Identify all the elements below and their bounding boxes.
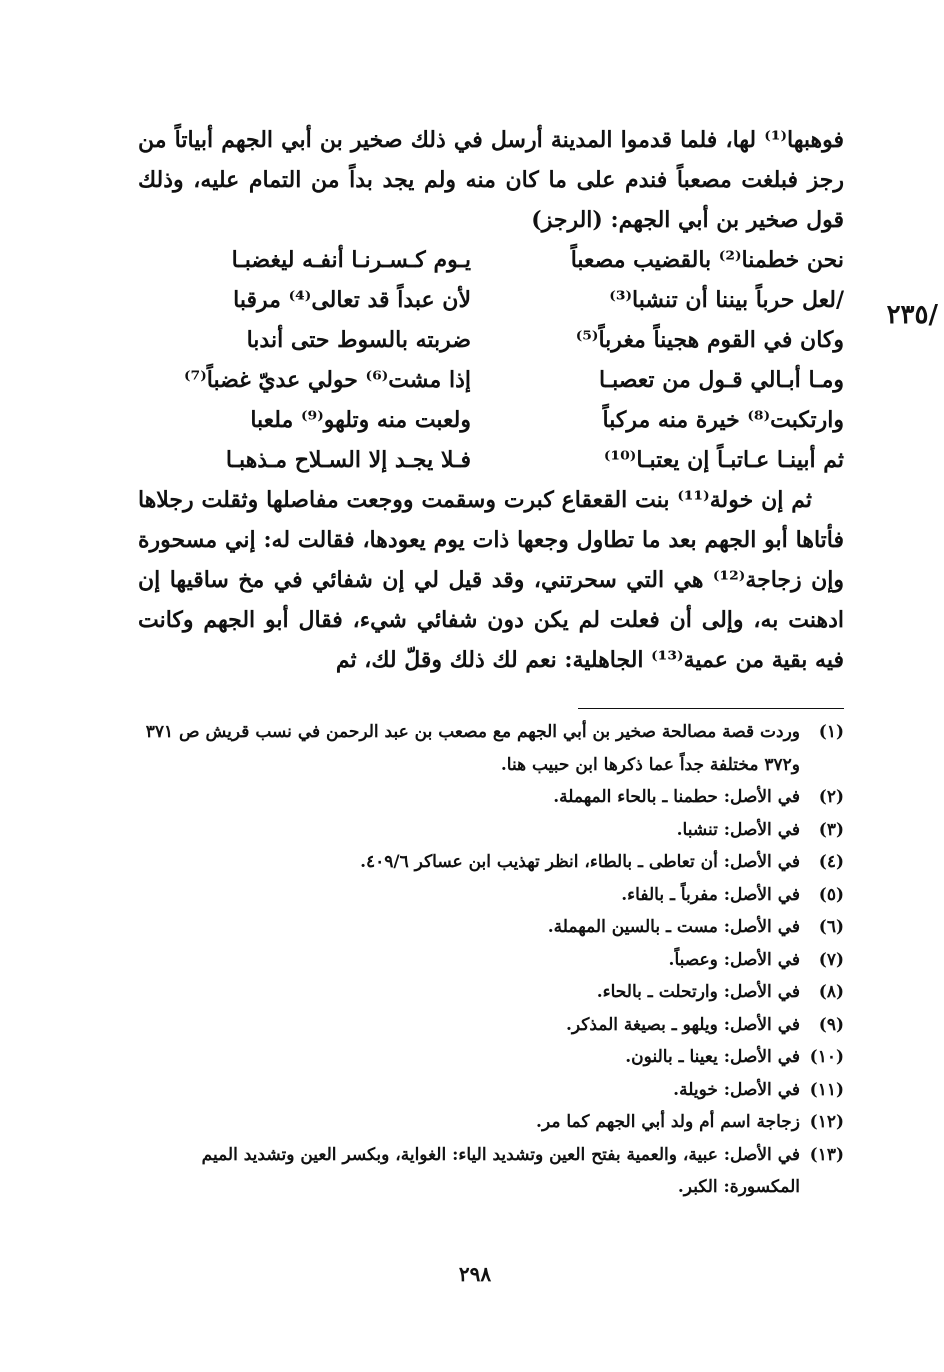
footnote-number: (١٠) [809, 1047, 844, 1067]
footnote-number: (١) [818, 722, 844, 742]
footnote-text: في الأصل: تنشبا. [676, 819, 800, 840]
footnote-number: (٦) [818, 917, 844, 937]
prose-paragraph-top: فوهبها⁽¹⁾ لها، فلما قدموا المدينة أرسل في ذلك صخير بن أبي الجهم أبياتاً من رجز فبلغت مصعباً فندم على ما كان منه ولم يجد بداً من التمام عليه، وذلك قول صخير بن أبي الجهم: (الرجز) [138, 127, 844, 233]
verse-first-hemistich: وكان في القوم هجيناً مغرباً⁽⁵⁾ [575, 327, 844, 353]
verse-second-hemistich: إذا مشت⁽⁶⁾ حولي عديّ غضباً⁽⁷⁾ [183, 367, 471, 393]
footnote-number: (٥) [818, 884, 844, 905]
footnote-number: (٨) [818, 982, 844, 1002]
footnote-text: في الأصل: ويلهو ـ بصيغة المذكر. [565, 1014, 800, 1035]
footnote [138, 846, 844, 879]
verse-first-hemistich: ومـا أبـالي قـول من تعصبـا [598, 367, 844, 393]
verse-row [138, 400, 844, 440]
footnote [138, 716, 844, 781]
verse-second-hemistich: لأن عبداً قد تعالى⁽⁴⁾ مرقبا [233, 287, 471, 313]
footnote-text: في الأصل: مست ـ بالسين المهملة. [547, 917, 800, 937]
footnote [138, 1139, 844, 1204]
verse-row [138, 280, 844, 320]
margin-page-reference: /٢٣٥ [886, 300, 938, 330]
footnote [138, 879, 844, 912]
verse-row [138, 360, 844, 400]
page-number: ٢٩٨ [458, 1262, 492, 1286]
footnote-text: في الأصل: حطمنا ـ بالحاء المهملة. [553, 787, 800, 807]
verse-row [138, 320, 844, 360]
footnote-text: في الأصل: أن تعاطى ـ بالطاء، انظر تهذيب ابن عساكر ٤٠٩/٦. [360, 852, 800, 872]
footnote-number: (١٢) [809, 1112, 844, 1132]
verse-row [138, 440, 844, 480]
verse-first-hemistich: وارتكبت⁽⁸⁾ خيرة منه مركباً [602, 407, 844, 433]
footnote [138, 1009, 844, 1042]
verse-row [138, 240, 844, 280]
verse-second-hemistich: ولعبت منه وتلهو⁽⁹⁾ ملعبا [250, 407, 471, 433]
footnote-text: في الأصل: وعصباً. [668, 949, 800, 970]
verse-first-hemistich: ثم أبينـا عـاتبـاً إن يعتبـا⁽¹⁰⁾ [603, 447, 844, 473]
footnote-number: (١١) [809, 1079, 844, 1100]
footnote-text: في الأصل: عبية، والعمية بفتح العين وتشديد الياء: الغواية، وبكسر العين وتشديد الميم المكسورة: الكبر. [201, 1144, 800, 1197]
footnote-number: (٤) [818, 852, 844, 872]
footnote-text: في الأصل: مفرباً ـ بالفاء. [621, 884, 800, 905]
footnote [138, 911, 844, 944]
footnote [138, 976, 844, 1009]
footnote-number: (٩) [818, 1014, 844, 1035]
poem [138, 240, 844, 480]
footnote [138, 1074, 844, 1107]
footnote-text: زجاجة اسم أم ولد أبي الجهم كما مر. [536, 1112, 800, 1132]
verse-second-hemistich: ضربته بالسوط حتى أندبا [246, 327, 471, 353]
footnote [138, 814, 844, 847]
footnotes [138, 716, 844, 1204]
verse-first-hemistich: /لعل حرباً بيننا أن تنشبا⁽³⁾ [609, 287, 844, 313]
main-text [138, 120, 844, 680]
footnote-text: في الأصل: وارتحلت ـ بالحاء. [596, 982, 800, 1002]
footnote-text: في الأصل: يعينا ـ بالنون. [625, 1047, 800, 1067]
footnote [138, 944, 844, 977]
prose-paragraph-bottom: ثم إن خولة⁽¹¹⁾ بنت القعقاع كبرت وسقمت ووجعت مفاصلها وثقلت رجلاها فأتاها أبو الجهم بعد ما تطاول وجعها ذات يوم يعودها، فقالت له: إني مسحورة وإن زجاجة⁽¹²⁾ هي التي سحرتني، وقد قيل لي إن شفائي في مخ ساقيها إن ادهنت به، وإلى أن فعلت لم يكن دون شفائي شيء، فقال أبو الجهم وكانت فيه بقية من عمية⁽¹³⁾ الجاهلية: نعم لك ذلك وقلّ لك، ثم [138, 487, 844, 673]
footnote-text: وردت قصة مصالحة صخير بن أبي الجهم مع مصعب بن عبد الرحمن في نسب قريش ص ٣٧١ و٣٧٢ مختلفة جداً عما ذكرها ابن حبيب هنا. [145, 722, 800, 775]
footnote-text: في الأصل: خويلة. [673, 1079, 800, 1100]
footnote-number: (٢) [818, 787, 844, 807]
footnote-separator [578, 708, 844, 709]
footnote [138, 1106, 844, 1139]
verse-second-hemistich: يـوم كـسـرنـا أنفـه ليغضبـا [231, 247, 471, 273]
footnote-number: (١٣) [809, 1144, 844, 1165]
footnote-number: (٧) [818, 949, 844, 970]
verse-second-hemistich: فـلا يجـد إلا السـلاح مـذهبـا [225, 447, 471, 473]
footnote [138, 781, 844, 814]
footnote-number: (٣) [818, 819, 844, 840]
footnote [138, 1041, 844, 1074]
verse-first-hemistich: نحن خطمنا⁽²⁾ بالقضيب مصعباً [570, 247, 844, 273]
